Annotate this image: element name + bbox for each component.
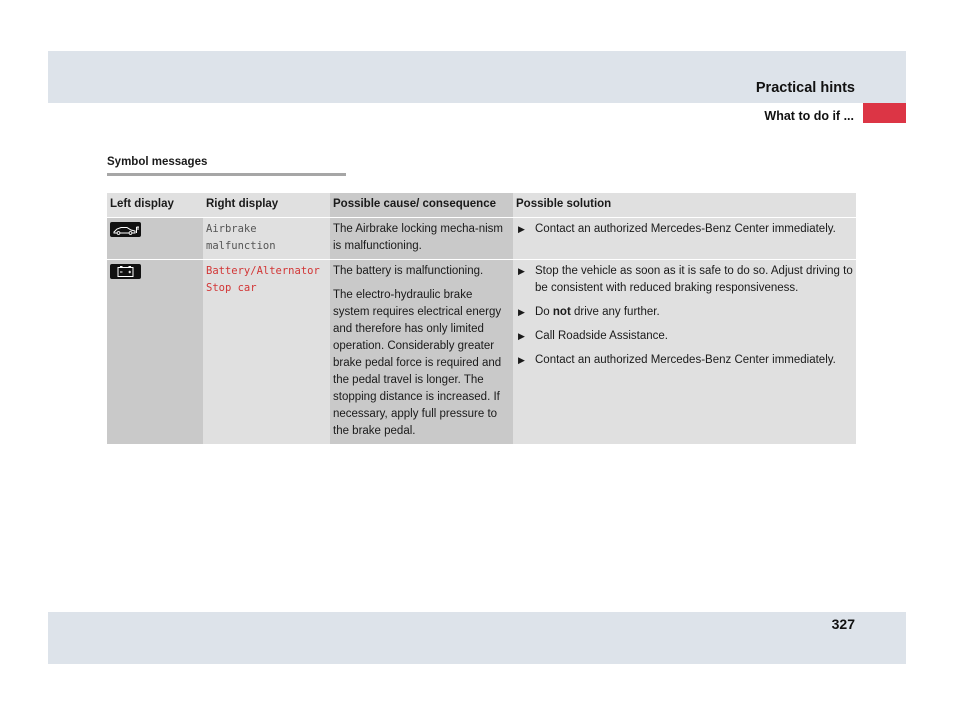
solution-text: Do xyxy=(535,306,553,318)
right-display-line: malfunction xyxy=(206,240,276,252)
col-header-cause: Possible cause/ consequence xyxy=(330,193,513,218)
solution-text: Contact an authorized Mercedes-Benz Center immediately. xyxy=(535,223,836,235)
solution-text: drive any further. xyxy=(570,306,660,318)
solution-item xyxy=(516,304,853,321)
arrow-bullet-icon: ▶ xyxy=(518,307,525,317)
airbrake-car-icon xyxy=(110,222,141,237)
cause-cell xyxy=(330,218,513,260)
right-display-line: Stop car xyxy=(206,282,257,294)
arrow-bullet-icon: ▶ xyxy=(518,355,525,365)
arrow-bullet-icon: ▶ xyxy=(518,266,525,276)
solution-emphasis: not xyxy=(552,306,571,318)
solution-cell xyxy=(513,260,856,445)
solution-item xyxy=(516,221,853,238)
left-display-cell xyxy=(107,218,203,260)
arrow-bullet-icon: ▶ xyxy=(518,224,525,234)
col-header-right-display: Right display xyxy=(203,193,330,218)
solution-text: Contact an authorized Mercedes-Benz Center immediately. xyxy=(535,354,836,366)
cause-text: The battery is malfunctioning. xyxy=(333,265,484,277)
section-subtitle: What to do if ... xyxy=(764,109,854,123)
solution-text: Stop the vehicle as soon as it is safe to do so. Adjust driving to be consistent with reduced braking responsiveness. xyxy=(535,265,853,294)
solution-item xyxy=(516,328,853,345)
right-display-cell xyxy=(203,260,330,445)
right-display-cell xyxy=(203,218,330,260)
table-row xyxy=(107,218,856,260)
solution-cell xyxy=(513,218,856,260)
right-display-line: Airbrake xyxy=(206,223,257,235)
table-row xyxy=(107,260,856,445)
page-number: 327 xyxy=(831,616,855,632)
section-title: Practical hints xyxy=(755,80,855,96)
solution-item xyxy=(516,352,853,369)
left-display-cell xyxy=(107,260,203,445)
solution-item xyxy=(516,263,853,297)
footer-band xyxy=(48,612,906,664)
table-heading: Symbol messages xyxy=(107,156,208,168)
cause-text: The Airbrake locking mecha-nism is malfunctioning. xyxy=(333,223,504,252)
section-tab-marker xyxy=(863,103,906,123)
arrow-bullet-icon: ▶ xyxy=(518,331,525,341)
table-header-row xyxy=(107,193,856,218)
right-display-line: Battery/Alternator xyxy=(206,265,320,277)
col-header-solution: Possible solution xyxy=(513,193,856,218)
col-header-left-display: Left display xyxy=(107,193,203,218)
solution-text: Call Roadside Assistance. xyxy=(535,330,668,342)
battery-icon xyxy=(110,264,141,279)
cause-text: The electro-hydraulic brake system requires electrical energy and therefore has only limited operation. Considerably greater brake pedal force is required and the pedal travel is longer. The stopping distance is increased. If necessary, apply full pressure to the brake pedal. xyxy=(333,289,502,437)
heading-rule xyxy=(107,173,346,176)
symbol-messages-table xyxy=(107,192,856,444)
cause-cell xyxy=(330,260,513,445)
